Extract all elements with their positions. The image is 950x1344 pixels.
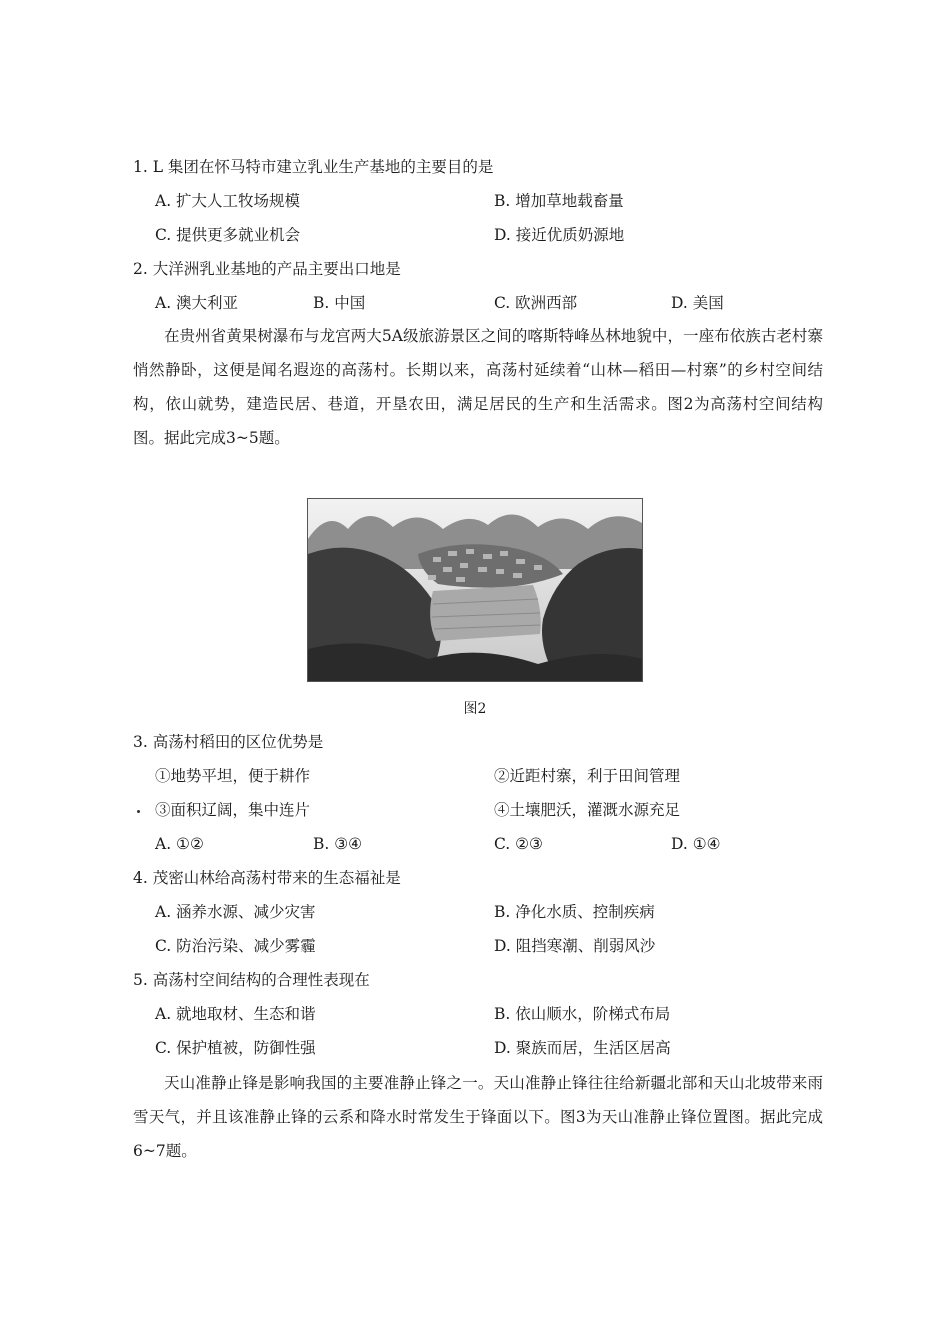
passage-tianshan-front [133,1066,823,1168]
question-5-option-d: D. 聚族而居，生活区居高 [494,1039,671,1057]
question-3-statement-3: ③面积辽阔，集中连片 [155,801,311,819]
question-3-statement-2: ②近距村寨，利于田间管理 [494,767,681,785]
question-3-statement-1: ①地势平坦，便于耕作 [155,767,311,785]
question-3-option-b: B. ③④ [313,835,363,853]
question-3-option-a: A. ①② [155,835,204,853]
question-5-option-c: C. 保护植被，防御性强 [155,1039,316,1057]
figure-2-photo [307,498,643,682]
question-1-option-c: C. 提供更多就业机会 [155,226,301,244]
question-3-statement-4: ④土壤肥沃，灌溉水源充足 [494,801,681,819]
passage-gaodang-text: 在贵州省黄果树瀑布与龙宫两大5A级旅游景区之间的喀斯特峰丛林地貌中，一座布依族古老村寨悄然静卧，这便是闻名遐迩的高荡村。长期以来，高荡村延续着“山林—稻田—村寨”的乡村空间结构，依山就势，建造民居、巷道，开垦农田，满足居民的生产和生活需求。图2为高荡村空间结构图。据此完成3~5题。 [133,327,823,447]
question-2-option-b: B. 中国 [313,294,366,312]
figure-2-caption: 图2 [463,701,487,717]
question-1-option-a: A. 扩大人工牧场规模 [155,192,301,210]
question-2-option-d: D. 美国 [671,294,724,312]
question-2-stem: 2. 大洋洲乳业基地的产品主要出口地是 [133,260,401,278]
question-3-option-c: C. ②③ [494,835,543,853]
passage-gaodang [133,319,823,455]
question-2-option-a: A. 澳大利亚 [155,294,239,312]
question-5-option-b: B. 依山顺水，阶梯式布局 [494,1005,671,1023]
question-5-option-a: A. 就地取材、生态和谐 [155,1005,316,1023]
question-4-option-b: B. 净化水质、控制疾病 [494,903,655,921]
question-1-option-d: D. 接近优质奶源地 [494,226,625,244]
question-4-stem: 4. 茂密山林给高荡村带来的生态福祉是 [133,869,401,887]
question-3-stem: 3. 高荡村稻田的区位优势是 [133,733,324,751]
question-4-option-c: C. 防治污染、减少雾霾 [155,937,316,955]
scan-speck [137,810,140,813]
question-3-option-d: D. ①④ [671,835,721,853]
village-photo-image [308,499,642,681]
question-1-stem: 1. L 集团在怀马特市建立乳业生产基地的主要目的是 [133,158,494,176]
question-4-option-d: D. 阻挡寒潮、削弱风沙 [494,937,656,955]
question-1-option-b: B. 增加草地载畜量 [494,192,624,210]
question-5-stem: 5. 高荡村空间结构的合理性表现在 [133,971,370,989]
question-2-option-c: C. 欧洲西部 [494,294,578,312]
passage-tianshan-front-text: 天山准静止锋是影响我国的主要准静止锋之一。天山准静止锋往往给新疆北部和天山北坡带来雨雪天气，并且该准静止锋的云系和降水时常发生于锋面以下。图3为天山准静止锋位置图。据此完成6~7题。 [133,1074,823,1160]
question-4-option-a: A. 涵养水源、减少灾害 [155,903,316,921]
